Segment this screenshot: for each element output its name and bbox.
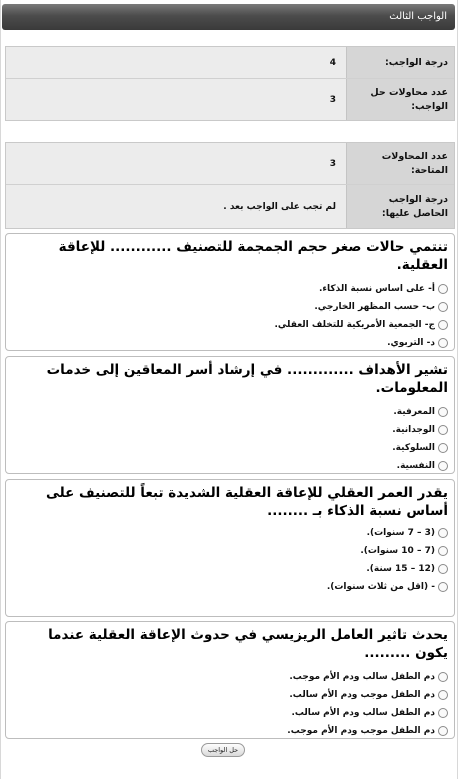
answer-option[interactable] bbox=[12, 578, 448, 596]
radio-button[interactable] bbox=[438, 528, 448, 538]
option-label: أ- على اساس نسبة الذكاء. bbox=[319, 284, 435, 294]
assignment-status-table bbox=[5, 142, 455, 229]
radio-button[interactable] bbox=[438, 443, 448, 453]
attempts-row bbox=[6, 79, 454, 120]
grade-row bbox=[6, 47, 454, 79]
answer-option[interactable] bbox=[12, 722, 448, 740]
radio-button[interactable] bbox=[438, 690, 448, 700]
answer-option[interactable] bbox=[12, 560, 448, 578]
answer-option[interactable] bbox=[12, 542, 448, 560]
grade-value: 4 bbox=[6, 47, 346, 78]
radio-button[interactable] bbox=[438, 708, 448, 718]
radio-button[interactable] bbox=[438, 672, 448, 682]
option-label: المعرفية. bbox=[393, 407, 435, 417]
question-card-4 bbox=[5, 621, 455, 739]
assignment-summary-table bbox=[5, 46, 455, 121]
question-text: يحدث تاثير العامل الريزيسي في حدوث الإعاقة العقلية عندما يكون ......... bbox=[48, 627, 448, 661]
attempts-label: عدد محاولات حل الواجب: bbox=[346, 79, 454, 120]
answer-option[interactable] bbox=[12, 524, 448, 542]
solve-assignment-button[interactable]: حل الواجب bbox=[201, 743, 245, 757]
answer-option[interactable] bbox=[12, 439, 448, 457]
radio-button[interactable] bbox=[438, 338, 448, 348]
radio-button[interactable] bbox=[438, 407, 448, 417]
radio-button[interactable] bbox=[438, 425, 448, 435]
obtained-grade-row bbox=[6, 185, 454, 228]
obtained-grade-value: لم تجب على الواجب بعد . bbox=[6, 185, 346, 228]
radio-button[interactable] bbox=[438, 726, 448, 736]
option-label: دم الطفل سالب ودم الأم موجب. bbox=[289, 672, 435, 682]
answer-option[interactable] bbox=[12, 457, 448, 475]
radio-button[interactable] bbox=[438, 284, 448, 294]
answer-option[interactable] bbox=[12, 334, 448, 352]
page-title: الواجب الثالث bbox=[2, 4, 455, 30]
option-label: السلوكية. bbox=[392, 443, 435, 453]
option-label: دم الطفل موجب ودم الأم موجب. bbox=[287, 726, 435, 736]
option-label: (7 – 10 سنوات). bbox=[360, 546, 435, 556]
answer-option[interactable] bbox=[12, 316, 448, 334]
answer-option[interactable] bbox=[12, 421, 448, 439]
available-attempts-row bbox=[6, 143, 454, 185]
question-card-2 bbox=[5, 356, 455, 474]
option-label: - (اقل من ثلاث سنوات). bbox=[326, 582, 435, 592]
radio-button[interactable] bbox=[438, 302, 448, 312]
available-attempts-label: عدد المحاولات المتاحة: bbox=[346, 143, 454, 184]
grade-label: درجة الواجب: bbox=[346, 47, 454, 78]
answer-option[interactable] bbox=[12, 298, 448, 316]
attempts-value: 3 bbox=[6, 79, 346, 120]
question-text: تنتمي حالات صغر حجم الجمجمة للتصنيف ............ للإعاقة العقلية. bbox=[58, 239, 448, 273]
radio-button[interactable] bbox=[438, 461, 448, 471]
question-text: تشير الأهداف ............. في إرشاد أسر المعاقين إلى خدمات المعلومات. bbox=[46, 362, 448, 396]
option-label: (12 – 15 سنة). bbox=[366, 564, 435, 574]
radio-button[interactable] bbox=[438, 320, 448, 330]
answer-option[interactable] bbox=[12, 280, 448, 298]
answer-option[interactable] bbox=[12, 403, 448, 421]
option-label: دم الطفل سالب ودم الأم سالب. bbox=[291, 708, 435, 718]
radio-button[interactable] bbox=[438, 582, 448, 592]
answer-option[interactable] bbox=[12, 686, 448, 704]
radio-button[interactable] bbox=[438, 546, 448, 556]
answer-option[interactable] bbox=[12, 668, 448, 686]
option-label: ب- حسب المظهر الخارجي. bbox=[314, 302, 435, 312]
option-label: (3 – 7 سنوات). bbox=[366, 528, 435, 538]
option-label: النفسية. bbox=[396, 461, 435, 471]
question-text: يقدر العمر العقلي للإعاقة العقلية الشديدة تبعاً للتصنيف على أساس نسبة الذكاء بـ ........ bbox=[45, 485, 448, 519]
question-card-3 bbox=[5, 479, 455, 617]
option-label: الوجدانية. bbox=[392, 425, 435, 435]
option-label: ج- الجمعية الأمريكية للتخلف العقلي. bbox=[274, 320, 435, 330]
option-label: دم الطفل موجب ودم الأم سالب. bbox=[289, 690, 435, 700]
answer-option[interactable] bbox=[12, 704, 448, 722]
option-label: د- التربوي. bbox=[387, 338, 435, 348]
available-attempts-value: 3 bbox=[6, 143, 346, 184]
question-card-1 bbox=[5, 233, 455, 351]
obtained-grade-label: درجة الواجب الحاصل عليها: bbox=[346, 185, 454, 228]
radio-button[interactable] bbox=[438, 564, 448, 574]
